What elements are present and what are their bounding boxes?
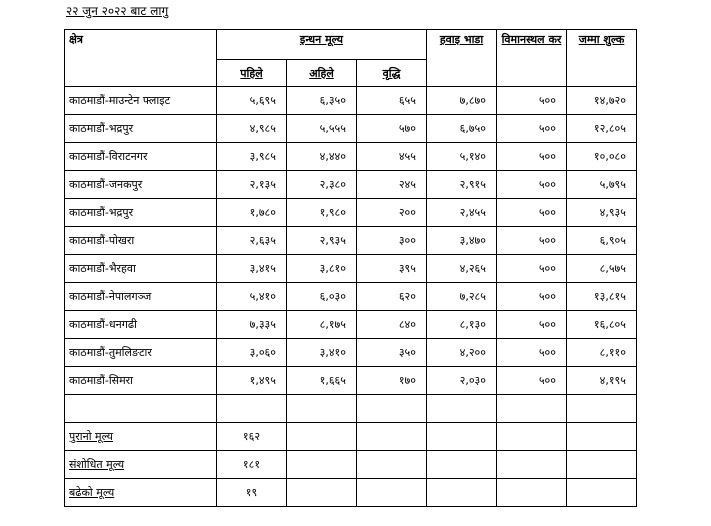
summary-row	[65, 451, 637, 479]
header-increase: वृद्धि	[357, 60, 427, 87]
header-airport-tax-text: विमानस्थल कर	[501, 33, 562, 46]
cell-airfare: ४,२००	[427, 339, 497, 367]
cell-tax: ५००	[497, 171, 567, 199]
cell-increase: २००	[357, 199, 427, 227]
cell-after: ६,०३०	[287, 283, 357, 311]
cell-sector: काठमाडौं-माउन्टेन फ्लाइट	[65, 87, 217, 115]
header-total-fee: जम्मा शुल्क	[567, 30, 637, 87]
table-row	[65, 87, 637, 115]
cell-after: २,३८०	[287, 171, 357, 199]
cell-after: १,६६५	[287, 367, 357, 395]
cell-before: २,१३५	[217, 171, 287, 199]
summary-value: १६२	[217, 423, 287, 451]
cell-airfare: २,४५५	[427, 199, 497, 227]
cell-before: ३,४१५	[217, 255, 287, 283]
cell-total: ८,५७५	[567, 255, 637, 283]
cell-increase: ६५५	[357, 87, 427, 115]
cell-increase: २४५	[357, 171, 427, 199]
cell-airfare: ५,१४०	[427, 143, 497, 171]
cell-increase: ३००	[357, 227, 427, 255]
cell-sector: काठमाडौं-पोखरा	[65, 227, 217, 255]
cell-airfare: २,९१५	[427, 171, 497, 199]
table-row	[65, 311, 637, 339]
header-row-top	[65, 30, 637, 60]
cell-sector: काठमाडौं-तुमलिङटार	[65, 339, 217, 367]
table-row	[65, 171, 637, 199]
cell-airfare: ८,१३०	[427, 311, 497, 339]
cell-after: ६,३५०	[287, 87, 357, 115]
document-title: २२ जुन २०२२ बाट लागु	[66, 4, 169, 18]
cell-tax: ५००	[497, 87, 567, 115]
cell-sector: काठमाडौं-जनकपुर	[65, 171, 217, 199]
header-airfare: हवाइ भाडा	[427, 30, 497, 87]
cell-increase: ५७०	[357, 115, 427, 143]
cell-tax: ५००	[497, 311, 567, 339]
cell-after: ३,८१०	[287, 255, 357, 283]
cell-tax: ५००	[497, 339, 567, 367]
cell-before: ४,९८५	[217, 115, 287, 143]
cell-before: ३,०६०	[217, 339, 287, 367]
cell-airfare: ४,२६५	[427, 255, 497, 283]
header-sector: क्षेत्र	[65, 30, 217, 87]
cell-tax: ५००	[497, 367, 567, 395]
cell-sector: काठमाडौं-भद्रपुर	[65, 199, 217, 227]
cell-sector: काठमाडौं-भद्रपुर	[65, 115, 217, 143]
cell-sector: काठमाडौं-विराटनगर	[65, 143, 217, 171]
header-fuel-price: इन्धन मूल्य	[217, 30, 427, 60]
cell-airfare: ७,८७०	[427, 87, 497, 115]
cell-tax: ५००	[497, 115, 567, 143]
cell-increase: ४५५	[357, 143, 427, 171]
cell-after: १,९८०	[287, 199, 357, 227]
summary-value: १९	[217, 479, 287, 507]
table-row	[65, 339, 637, 367]
cell-sector: काठमाडौं-सिमरा	[65, 367, 217, 395]
cell-total: ४,९३५	[567, 199, 637, 227]
table-row	[65, 143, 637, 171]
table-row	[65, 115, 637, 143]
cell-before: १,७८०	[217, 199, 287, 227]
header-airport-tax	[497, 30, 567, 87]
cell-after: ५,५५५	[287, 115, 357, 143]
cell-before: २,६३५	[217, 227, 287, 255]
summary-label: संशोधित मूल्य	[65, 451, 217, 479]
cell-total: ८,११०	[567, 339, 637, 367]
cell-after: २,९३५	[287, 227, 357, 255]
cell-before: १,४९५	[217, 367, 287, 395]
cell-increase: ८४०	[357, 311, 427, 339]
cell-after: ३,४१०	[287, 339, 357, 367]
header-before: पहिले	[217, 60, 287, 87]
summary-label: बढेको मूल्य	[65, 479, 217, 507]
cell-total: १३,८१५	[567, 283, 637, 311]
header-after: अहिले	[287, 60, 357, 87]
cell-increase: १७०	[357, 367, 427, 395]
summary-row	[65, 479, 637, 507]
cell-total: १४,७२०	[567, 87, 637, 115]
cell-after: ४,४४०	[287, 143, 357, 171]
cell-increase: ६२०	[357, 283, 427, 311]
cell-airfare: ६,७५०	[427, 115, 497, 143]
table-row	[65, 255, 637, 283]
summary-value: १८१	[217, 451, 287, 479]
cell-before: ५,४१०	[217, 283, 287, 311]
cell-increase: ३५०	[357, 339, 427, 367]
cell-airfare: ३,४७०	[427, 227, 497, 255]
cell-before: ५,६९५	[217, 87, 287, 115]
summary-label: पुरानो मूल्य	[65, 423, 217, 451]
cell-total: ५,७९५	[567, 171, 637, 199]
cell-before: ७,३३५	[217, 311, 287, 339]
cell-tax: ५००	[497, 199, 567, 227]
cell-sector: काठमाडौं-भैरहवा	[65, 255, 217, 283]
table-row	[65, 283, 637, 311]
cell-total: १०,०८०	[567, 143, 637, 171]
cell-airfare: २,०३०	[427, 367, 497, 395]
cell-sector: काठमाडौं-नेपालगञ्ज	[65, 283, 217, 311]
cell-after: ८,१७५	[287, 311, 357, 339]
cell-increase: ३९५	[357, 255, 427, 283]
cell-total: १२,८०५	[567, 115, 637, 143]
cell-total: १६,८०५	[567, 311, 637, 339]
cell-total: ६,९०५	[567, 227, 637, 255]
cell-tax: ५००	[497, 255, 567, 283]
table-row	[65, 227, 637, 255]
cell-tax: ५००	[497, 283, 567, 311]
fare-table	[64, 29, 637, 507]
table-row	[65, 199, 637, 227]
empty-row	[65, 395, 637, 423]
cell-tax: ५००	[497, 143, 567, 171]
cell-tax: ५००	[497, 227, 567, 255]
cell-total: ४,१९५	[567, 367, 637, 395]
cell-before: ३,९८५	[217, 143, 287, 171]
summary-row	[65, 423, 637, 451]
table-row	[65, 367, 637, 395]
cell-sector: काठमाडौं-धनगढी	[65, 311, 217, 339]
cell-airfare: ७,२८५	[427, 283, 497, 311]
